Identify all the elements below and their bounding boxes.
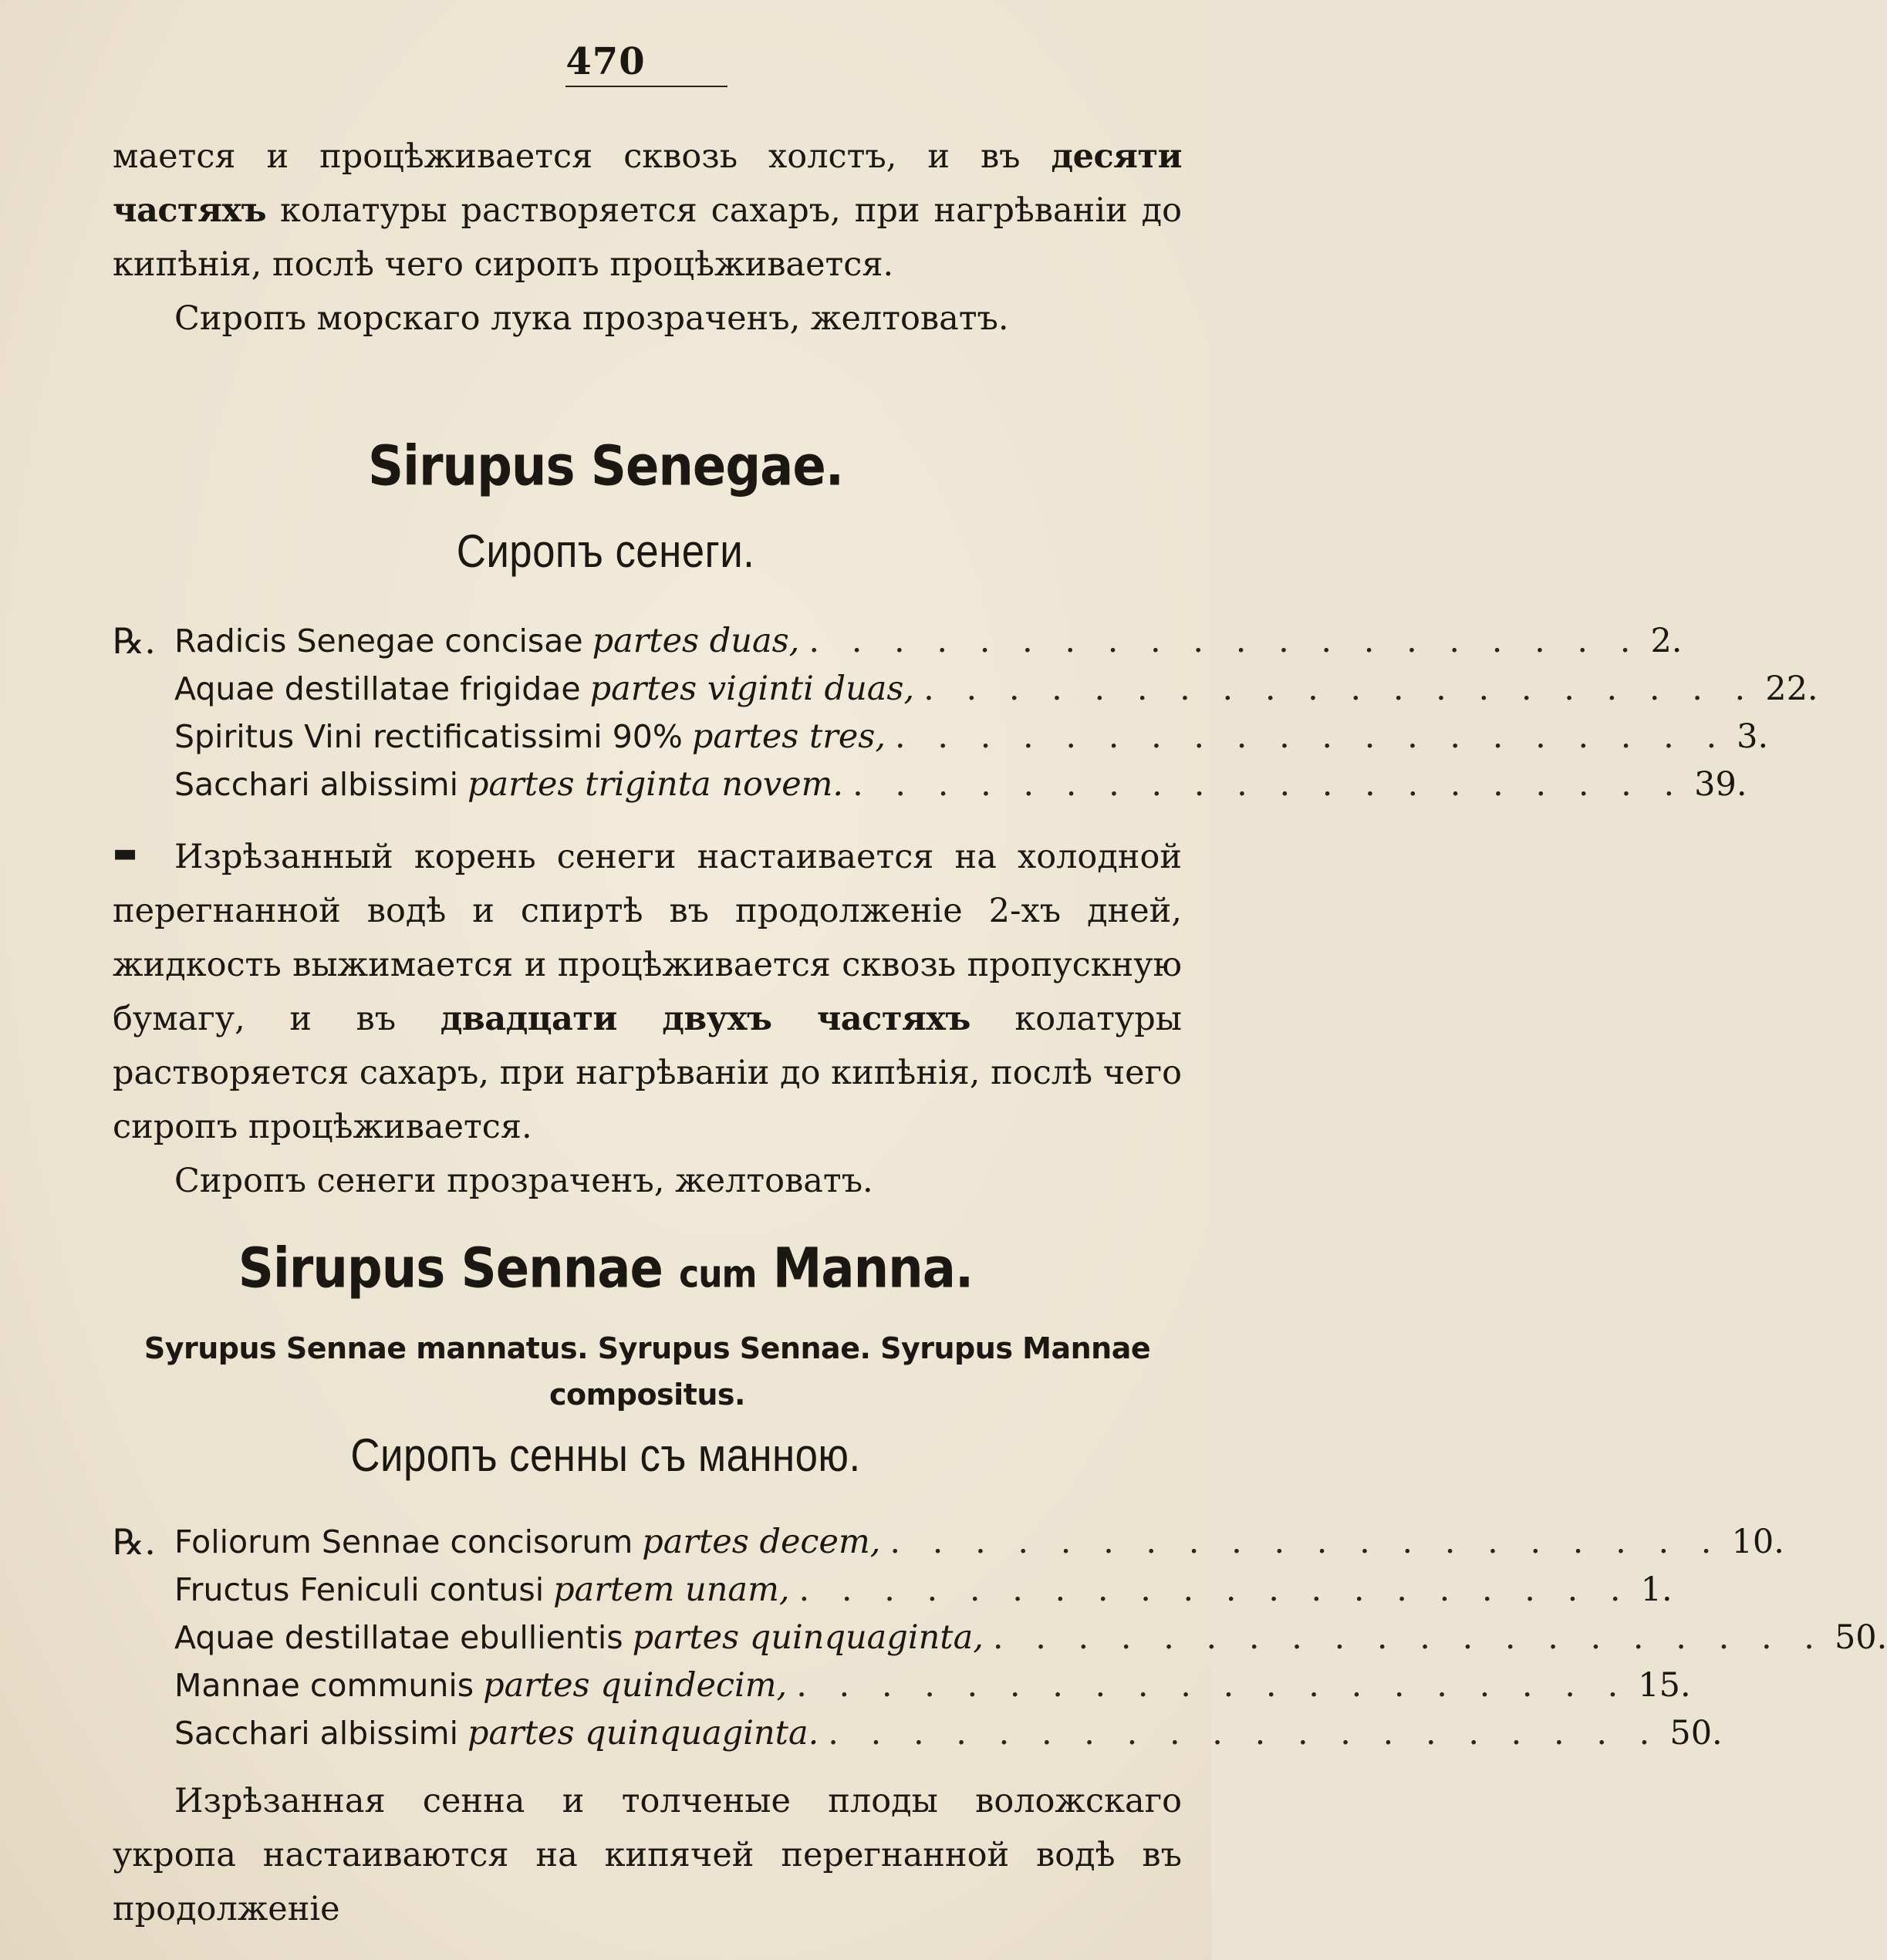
ingredient-row: [113, 1614, 1887, 1661]
section2-synonyms: Syrupus Sennae mannatus. Syrupus Sennae. Syrupus Mannae compositus.: [143, 1331, 1151, 1412]
ingredient-amount: partes triginta novem.: [468, 765, 844, 804]
ingredient-amount: partem unam,: [553, 1570, 790, 1609]
page-number-wrap: [0, 40, 1211, 83]
ingredient-row: [113, 665, 1818, 713]
section1-title-latin: Sirupus Senegae.: [367, 434, 844, 499]
section2-method-block: [113, 1774, 1182, 1936]
section2-title-russian: Сиропъ сенны съ манною.: [350, 1429, 861, 1481]
ingredient-name: Sacchari albissimi: [174, 766, 458, 803]
intro-text-1: мается и процѣживается сквозь холстъ, и въ: [113, 137, 1052, 176]
ingredient-amount: partes duas,: [592, 622, 800, 660]
leader-dots: . . . . . . . . . . . . . . . . . . . .: [796, 1666, 1629, 1705]
section1-description: Сиропъ сенеги прозраченъ, желтоватъ.: [174, 1162, 873, 1200]
section1-method: [113, 830, 1182, 1154]
leader-dots: . . . . . . . . . . . . . . . . . . . .: [828, 1714, 1661, 1753]
ingredient-qty: 2.: [1650, 622, 1683, 660]
ingredient-row: [113, 1709, 1723, 1757]
section2-ingredients: [113, 1518, 1887, 1757]
ingredient-qty: 39.: [1694, 765, 1747, 804]
section1-method-block: [113, 830, 1182, 1208]
intro-paragraph: [113, 130, 1182, 292]
intro-description: Сиропъ морскаго лука прозраченъ, желтоватъ.: [174, 299, 1009, 338]
ingredient-amount: partes quindecim,: [483, 1666, 788, 1705]
leader-dots: . . . . . . . . . . . . . . . . . . . .: [992, 1618, 1825, 1657]
ingredient-amount: partes quinquaginta,: [632, 1618, 984, 1657]
ingredient-row: [113, 617, 1683, 665]
section2-title-b: Manna.: [772, 1236, 974, 1301]
ingredient-row: [113, 1566, 1673, 1614]
ingredient-name: Mannae communis: [174, 1667, 474, 1704]
ingredient-row: [113, 1518, 1784, 1566]
ingredient-row: [113, 761, 1747, 808]
ingredient-qty: 50.: [1834, 1618, 1887, 1657]
ingredient-amount: partes decem,: [642, 1523, 881, 1561]
leader-dots: . . . . . . . . . . . . . . . . . . . .: [895, 717, 1728, 756]
ingredient-qty: 1.: [1640, 1570, 1673, 1609]
method-text-2: колатуры растворяется сахаръ, при нагрѣваніи до кипѣнія, послѣ чего сиропъ процѣживается.: [113, 1000, 1182, 1146]
ingredient-name: Fructus Feniculi contusi: [174, 1571, 545, 1608]
leader-dots: . . . . . . . . . . . . . . . . . . . .: [923, 670, 1757, 708]
ingredient-name: Radicis Senegae concisae: [174, 622, 583, 660]
leader-dots: . . . . . . . . . . . . . . . . . . . .: [852, 765, 1686, 804]
ingredient-row: [113, 1661, 1691, 1709]
ingredient-name: Aquae destillatae ebullientis: [174, 1619, 623, 1656]
intro-bold-text: десяти частяхъ: [113, 137, 1182, 230]
leader-dots: . . . . . . . . . . . . . . . . . . . .: [889, 1523, 1723, 1561]
recipe-symbol: ℞.: [113, 620, 156, 662]
leader-dots: . . . . . . . . . . . . . . . . . . . .: [798, 1570, 1632, 1609]
ingredient-amount: partes tres,: [691, 717, 886, 756]
ingredient-row: [113, 713, 1769, 761]
ingredient-qty: 3.: [1737, 717, 1769, 756]
section2-method: Изрѣзанная сенна и толченые плоды воложскаго укропа настаиваются на кипячей перегнанной водѣ въ продолженіе: [113, 1782, 1182, 1928]
ingredient-name: Aquae destillatae frigidae: [174, 670, 581, 707]
intro-block: [113, 130, 1182, 346]
section2-title-a: Sirupus Sennae: [238, 1236, 663, 1301]
ingredient-name: Foliorum Sennae concisorum: [174, 1523, 633, 1560]
leader-dots: . . . . . . . . . . . . . . . . . . . .: [808, 622, 1642, 660]
section2-title-latin: [0, 1237, 1211, 1301]
page-number: 470: [565, 40, 646, 83]
method-bold-text: двадцати двухъ частяхъ: [440, 1000, 971, 1038]
ingredient-name: Spiritus Vini rectificatissimi 90%: [174, 718, 683, 755]
section1-title-russian: Сиропъ сенеги.: [456, 525, 755, 577]
ingredient-amount: partes viginti duas,: [589, 670, 915, 708]
ingredient-qty: 10.: [1731, 1523, 1784, 1561]
ingredient-qty: 15.: [1638, 1666, 1691, 1705]
ingredient-qty: 50.: [1669, 1714, 1723, 1753]
recipe-symbol: ℞.: [113, 1521, 156, 1563]
intro-text-2: колатуры растворяется сахаръ, при нагрѣваніи до кипѣнія, послѣ чего сиропъ процѣживается.: [113, 191, 1182, 284]
ingredient-qty: 22.: [1765, 670, 1818, 708]
page-number-rule: [565, 86, 727, 87]
ingredient-name: Sacchari albissimi: [174, 1715, 458, 1752]
section1-ingredients: [113, 617, 1818, 808]
ingredient-amount: partes quinquaginta.: [468, 1714, 819, 1753]
method-text-1: Изрѣзанный корень сенеги настаивается на холодной перегнанной водѣ и спиртѣ въ продолженіе 2-хъ дней, жидкость выжимается и процѣживается сквозь пропускную бумагу, и въ: [113, 838, 1182, 1038]
margin-mark: ▬: [113, 838, 138, 869]
section2-title-cum: cum: [679, 1252, 757, 1297]
